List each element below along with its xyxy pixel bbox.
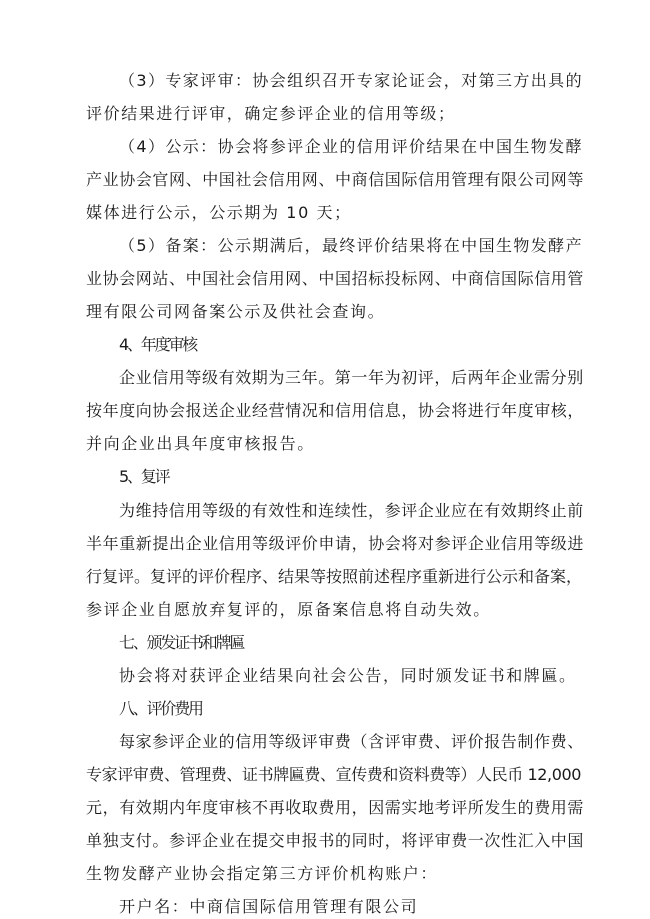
paragraph-filing-line-3: 理有限公司网备案公示及供社会查询。 xyxy=(86,302,386,321)
heading-certificate: 七、颁发证书和牌匾 xyxy=(119,633,244,652)
paragraph-re-evaluation-line-2: 半年重新提出企业信用等级评价申请，协会将对参评企业信用等级进 xyxy=(86,534,585,553)
paragraph-filing-line-2: 业协会网站、中国社会信用网、中国招标投标网、中商信国际信用管 xyxy=(86,269,585,288)
heading-annual-review: 4、年度审核 xyxy=(119,335,196,354)
paragraph-fees-line-5: 生物发酵产业协会指定第三方评价机构账户： xyxy=(86,864,439,883)
heading-re-evaluation: 5、复评 xyxy=(119,467,169,486)
paragraph-re-evaluation-line-3: 行复评。复评的评价程序、结果等按照前述程序重新进行公示和备案， xyxy=(86,567,583,586)
paragraph-annual-review-line-2: 按年度向协会报送企业经营情况和信用信息，协会将进行年度审核， xyxy=(86,401,585,420)
paragraph-re-evaluation-line-4: 参评企业自愿放弃复评的，原备案信息将自动失效。 xyxy=(86,600,491,619)
heading-fees: 八、评价费用 xyxy=(119,699,202,718)
paragraph-annual-review-line-1: 企业信用等级有效期为三年。第一年为初评，后两年企业需分别 xyxy=(119,368,584,387)
paragraph-expert-review-line-2: 评价结果进行评审，确定参评企业的信用等级； xyxy=(86,104,456,123)
paragraph-certificate: 协会将对获评企业结果向社会公告，同时颁发证书和牌匾。 xyxy=(119,666,577,685)
paragraph-publicity-line-1: （4）公示：协会将参评企业的信用评价结果在中国生物发酵 xyxy=(119,137,583,156)
paragraph-publicity-line-2: 产业协会官网、中国社会信用网、中商信国际信用管理有限公司网等 xyxy=(86,170,585,189)
paragraph-fees-line-3: 元，有效期内年度审核不再收取费用，因需实地考评所发生的费用需 xyxy=(86,798,585,817)
paragraph-annual-review-line-3: 并向企业出具年度审核报告。 xyxy=(86,434,315,453)
paragraph-filing-line-1: （5）备案：公示期满后，最终评价结果将在中国生物发酵产 xyxy=(119,236,583,255)
paragraph-fees-line-4: 单独支付。参评企业在提交申报书的同时，将评审费一次性汇入中国 xyxy=(86,831,585,850)
paragraph-publicity-line-3: 媒体进行公示，公示期为 10 天； xyxy=(86,203,352,222)
account-name-line: 开户名：中商信国际信用管理有限公司 xyxy=(119,897,419,916)
paragraph-re-evaluation-line-1: 为维持信用等级的有效性和连续性，参评企业应在有效期终止前 xyxy=(119,501,584,520)
paragraph-expert-review-line-1: （3）专家评审：协会组织召开专家论证会，对第三方出具的 xyxy=(119,71,583,90)
paragraph-fees-line-1: 每家参评企业的信用等级评审费（含评审费、评价报告制作费、 xyxy=(119,732,584,751)
paragraph-fees-line-2: 专家评审费、管理费、证书牌匾费、宣传费和资料费等）人民币 12,000 xyxy=(86,765,582,784)
